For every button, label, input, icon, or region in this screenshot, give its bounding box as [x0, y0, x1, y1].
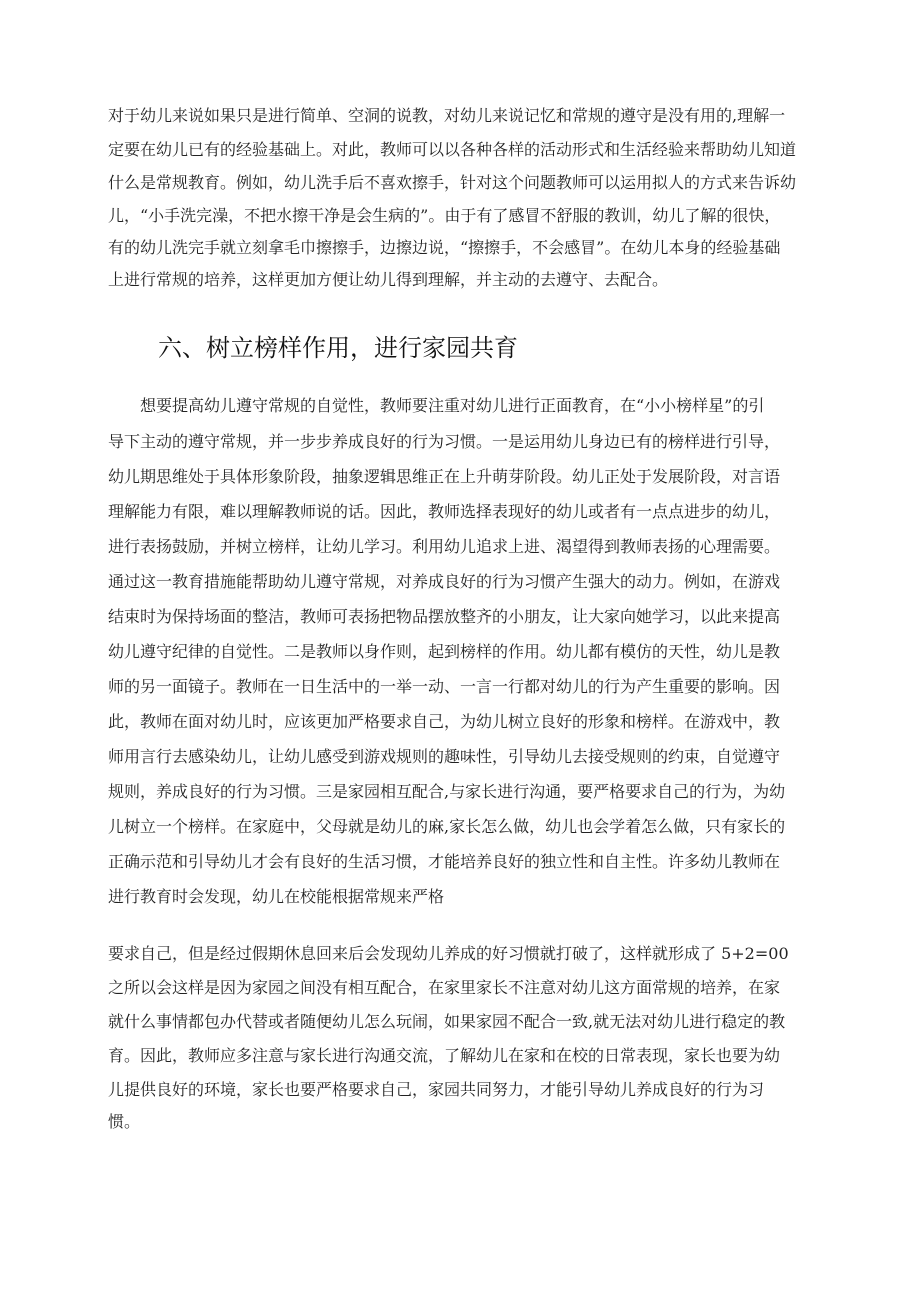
paragraph1-line-3: 什么是常规教育。例如，幼儿洗手后不喜欢擦手，针对这个问题教师可以运用拟人的方式来告诉幼: [108, 173, 797, 192]
paragraph2-line-11: 师用言行去感染幼儿，让幼儿感受到游戏规则的趣味性，引导幼儿去接受规则的约束，自觉遵守: [108, 747, 781, 766]
paragraph2-line-5: 进行表扬鼓励，并树立榜样，让幼儿学习。利用幼儿追求上进、渴望得到教师表扬的心理需要。: [108, 537, 781, 556]
paragraph2-line-2: 导下主动的遵守常规，并一步步养成良好的行为习惯。一是运用幼儿身边已有的榜样进行引导，: [108, 432, 781, 451]
paragraph1-line-4: 儿，“小手洗完澡，不把水擦干净是会生病的”。由于有了感冒不舒服的教训，幼儿了解的很快，: [108, 206, 781, 225]
paragraph2-line-13: 儿树立一个榜样。在家庭中，父母就是幼儿的麻,家长怎么做，幼儿也会学着怎么做，只有家长的: [108, 817, 786, 836]
paragraph1-line-2: 定要在幼儿已有的经验基础上。对此，教师可以以各种各样的活动形式和生活经验来帮助幼儿知道: [108, 140, 797, 159]
paragraph3-line-5: 儿提供良好的环境，家长也要严格要求自己，家园共同努力，才能引导幼儿养成良好的行为习: [108, 1080, 765, 1099]
paragraph3-line-4: 育。因此，教师应多注意与家长进行沟通交流，了解幼儿在家和在校的日常表现，家长也要为幼: [108, 1046, 781, 1065]
paragraph2-line-10: 此，教师在面对幼儿时，应该更加严格要求自己，为幼儿树立良好的形象和榜样。在游戏中，教: [108, 712, 781, 731]
paragraph2-line-12: 规则，养成良好的行为习惯。三是家园相互配合,与家长进行沟通，要严格要求自己的行为，为幼: [108, 782, 786, 801]
paragraph2-line-1: 想要提高幼儿遵守常规的自觉性，教师要注重对幼儿进行正面教育，在“小小榜样星”的引: [140, 396, 765, 415]
paragraph1-line-1: 对于幼儿来说如果只是进行简单、空洞的说教，对幼儿来说记忆和常规的遵守是没有用的,理解一: [108, 106, 786, 125]
paragraph1-line-5: 有的幼儿洗完手就立刻拿毛巾擦擦手，边擦边说，“擦擦手，不会感冒”。在幼儿本身的经验基础: [108, 238, 781, 257]
paragraph3-line-2: 之所以会这样是因为家园之间没有相互配合，在家里家长不注意对幼儿这方面常规的培养，在家: [108, 978, 781, 997]
paragraph2-line-8: 幼儿遵守纪律的自觉性。二是教师以身作则，起到榜样的作用。幼儿都有模仿的天性，幼儿是教: [108, 642, 781, 661]
paragraph2-line-15: 进行教育时会发现，幼儿在校能根据常规来严格: [108, 887, 445, 906]
paragraph2-line-3: 幼儿期思维处于具体形象阶段，抽象逻辑思维正在上升萌芽阶段。幼儿正处于发展阶段，对言语: [108, 467, 781, 486]
paragraph2-line-4: 理解能力有限，难以理解教师说的话。因此，教师选择表现好的幼儿或者有一点点进步的幼儿，: [108, 502, 781, 521]
paragraph2-line-9: 师的另一面镜子。教师在一日生活中的一举一动、一言一行都对幼儿的行为产生重要的影响。因: [108, 677, 781, 696]
paragraph3-line-3: 就什么事情都包办代替或者随便幼儿怎么玩闹，如果家园不配合一致,就无法对幼儿进行稳定的教: [108, 1012, 786, 1031]
paragraph1-line-6: 上进行常规的培养，这样更加方便让幼儿得到理解，并主动的去遵守、去配合。: [108, 270, 669, 289]
paragraph2-line-6: 通过这一教育措施能帮助幼儿遵守常规，对养成良好的行为习惯产生强大的动力。例如，在游戏: [108, 572, 781, 591]
section-heading: 六、树立榜样作用，进行家园共育: [158, 334, 518, 362]
paragraph2-line-14: 正确示范和引导幼儿才会有良好的生活习惯，才能培养良好的独立性和自主性。许多幼儿教师在: [108, 852, 781, 871]
paragraph2-line-7: 结束时为保持场面的整洁，教师可表扬把物品摆放整齐的小朋友，让大家向她学习，以此来提高: [108, 607, 781, 626]
paragraph3-line-1: 要求自己，但是经过假期休息回来后会发现幼儿养成的好习惯就打破了，这样就形成了 5+2=00: [108, 944, 789, 963]
paragraph3-line-6: 惯。: [108, 1112, 141, 1131]
